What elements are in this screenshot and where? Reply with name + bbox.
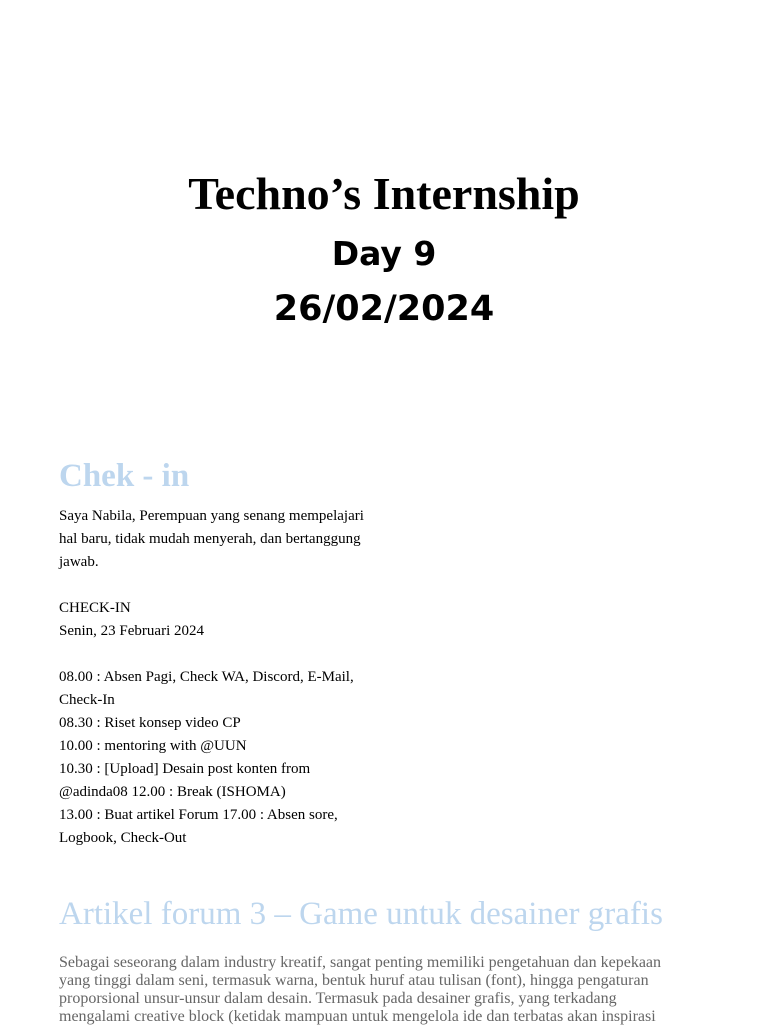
schedule-line: @adinda08 12.00 : Break (ISHOMA) — [59, 784, 286, 800]
schedule-line: 08.00 : Absen Pagi, Check WA, Discord, E-Mail, — [59, 669, 354, 685]
document-title: Techno’s Internship — [188, 168, 580, 219]
checkin-label: CHECK-IN — [59, 600, 131, 616]
intro-line: jawab. — [59, 554, 99, 570]
day-label: Day 9 — [331, 234, 437, 273]
article-heading: Artikel forum 3 – Game untuk desainer grafis — [59, 896, 663, 932]
schedule-line: 08.30 : Riset konsep video CP — [59, 715, 241, 731]
article-line: yang tinggi dalam seni, termasuk warna, bentuk huruf atau tulisan (font), hingga pengaturan — [59, 972, 649, 989]
article-line: proporsional unsur-unsur dalam desain. Termasuk pada desainer grafis, yang terkadang — [59, 990, 617, 1007]
paragraph-gap — [59, 574, 419, 597]
date-label: 26/02/2024 — [273, 289, 495, 329]
schedule-line: Check-In — [59, 692, 115, 708]
checkin-body — [59, 505, 419, 850]
schedule-line: 10.00 : mentoring with @UUN — [59, 738, 247, 754]
article-line: Sebagai seseorang dalam industry kreatif, sangat penting memiliki pengetahuan dan kepekaan — [59, 954, 662, 971]
checkin-heading: Chek - in — [59, 458, 190, 494]
checkin-date: Senin, 23 Februari 2024 — [59, 623, 204, 639]
intro-line: Saya Nabila, Perempuan yang senang mempelajari — [59, 508, 364, 524]
schedule-line: 10.30 : [Upload] Desain post konten from — [59, 761, 311, 777]
intro-line: hal baru, tidak mudah menyerah, dan bertanggung — [59, 531, 361, 547]
article-body — [59, 954, 719, 1026]
schedule-line: 13.00 : Buat artikel Forum 17.00 : Absen sore, — [59, 807, 338, 823]
paragraph-gap — [59, 643, 419, 666]
schedule-line: Logbook, Check-Out — [59, 830, 187, 846]
article-line: mengalami creative block (ketidak mampuan untuk mengelola ide dan terbatas akan inspirasi — [59, 1008, 656, 1025]
